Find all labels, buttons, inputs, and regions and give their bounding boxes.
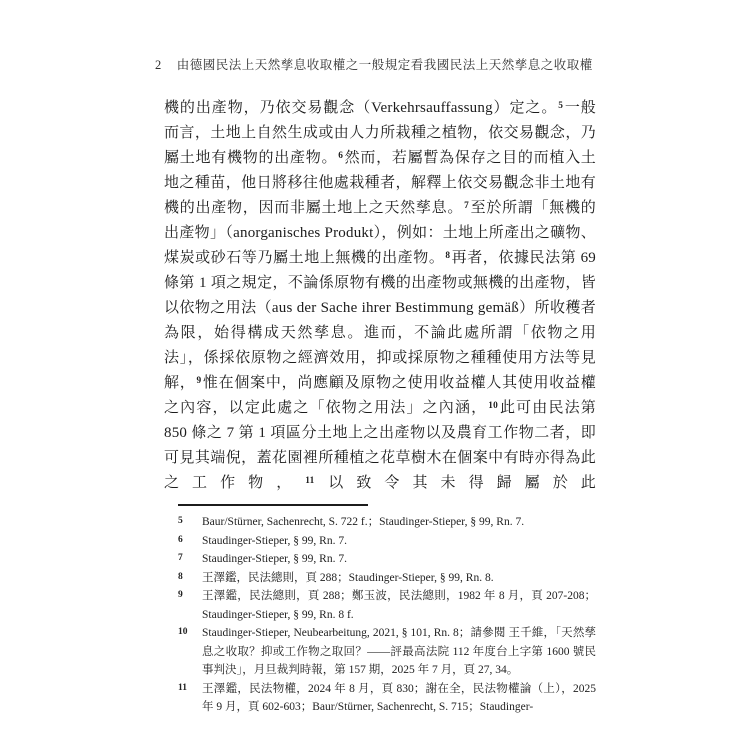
footnote-number: 5 [178, 516, 183, 526]
footnote-ref: 5 [558, 100, 564, 111]
footnote-item [164, 550, 596, 569]
footnote-list [164, 513, 596, 717]
footnote-number: 7 [178, 553, 183, 563]
footnote-ref: 11 [305, 475, 315, 486]
main-text-column [164, 96, 596, 717]
page-number: 2 [155, 58, 162, 72]
footnote-item [164, 532, 596, 551]
footnote-ref: 9 [196, 375, 202, 386]
footnote-item [164, 569, 596, 588]
footnote-number: 6 [178, 534, 183, 545]
footnote-separator [178, 504, 368, 506]
footnote-text: Staudinger-Stieper, § 99, Rn. 7. [202, 534, 347, 547]
footnote-text: Staudinger-Stieper, § 99, Rn. 7. [202, 553, 347, 565]
footnote-text: 王澤鑑，民法總則，頁 288；鄭玉波，民法總則，1982 年 8 月，頁 207-208；Staudinger-Stieper, § 99, Rn. 8 f. [202, 590, 596, 621]
footnote-ref: 6 [338, 150, 344, 161]
footnote-number: 8 [178, 571, 183, 582]
footnote-number: 9 [178, 590, 183, 600]
footnote-item [164, 680, 596, 717]
running-head-title: 由德國民法上天然孳息收取權之一般規定看我國民法上天然孳息之收取權 [176, 58, 593, 72]
footnote-ref: 8 [445, 250, 451, 261]
footnote-ref: 7 [464, 200, 470, 211]
footnote-item [164, 513, 596, 532]
footnote-text: Baur/Stürner, Sachenrecht, S. 722 f.；Staudinger-Stieper, § 99, Rn. 7. [202, 516, 525, 528]
footnote-number: 10 [178, 627, 188, 637]
body-paragraph: 機的出產物，乃依交易觀念（Verkehrsauffassung）定之。$^5$一般而言，土地上自然生成或由人力所栽種之植物，依交易觀念，乃屬土地有機物的出產物。$^6$然而，若屬暫為保存之目的而植入土地之種苗，他日將移往他處栽種者，解釋上依交易觀念非土地有機的出產物，因而非屬土地上之天然孳息。$^7$至於所謂「無機的出產物」（anorganisches Produkt），例如：土地上所產出之礦物、煤炭或砂石等乃屬土地上無機的出產物。$^8$再者，依據民法第 69 條第 1 項之規定，不論係原物有機的出產物或無機的出產物，皆以依物之用法（aus der Sache ihrer Bestimmung gemäß）所收穫者為限，始得構成天然孳息。進而，不論此處所謂「依物之用法」，係採依原物之經濟效用，抑或採原物之種種使用方法等見解，$^9$惟在個案中，尚應顧及原物之使用收益權人其使用收益權之內容，以定此處之「依物之用法」之內涵，$^{10}$此可由民法第 850 條之 7 第 1 項區分土地上之出產物以及農育工作物二者，即可見其端倪，蓋花園裡所種植之花草樹木在個案中有時亦得為此之工作物，$^{11}$以致令其未得歸屬於此 [164, 100, 597, 491]
page-header [155, 55, 615, 73]
footnote-item [164, 587, 596, 624]
footnote-number: 11 [178, 682, 187, 693]
footnote-text: Staudinger-Stieper, Neubearbeitung, 2021, § 101, Rn. 8；請參閱 王千維，「天然孳息之收取？抑或工作物之取回？——評最高法院 112 年度台上字第 1600 號民事判決」，月旦裁判時報，第 157 期，2025 年 7 月，頁 27, 34。 [202, 627, 596, 676]
footnote-text: 王澤鑑，民法總則，頁 288；Staudinger-Stieper, § 99, Rn. 8. [202, 571, 494, 584]
footnote-ref: 10 [488, 400, 498, 411]
footnote-item [164, 624, 596, 680]
footnote-text: 王澤鑑，民法物權，2024 年 8 月，頁 830；謝在全，民法物權論（上），2025 年 9 月，頁 602-603；Baur/Stürner, Sachenrecht, S. 715；Staudinger- [202, 682, 596, 713]
